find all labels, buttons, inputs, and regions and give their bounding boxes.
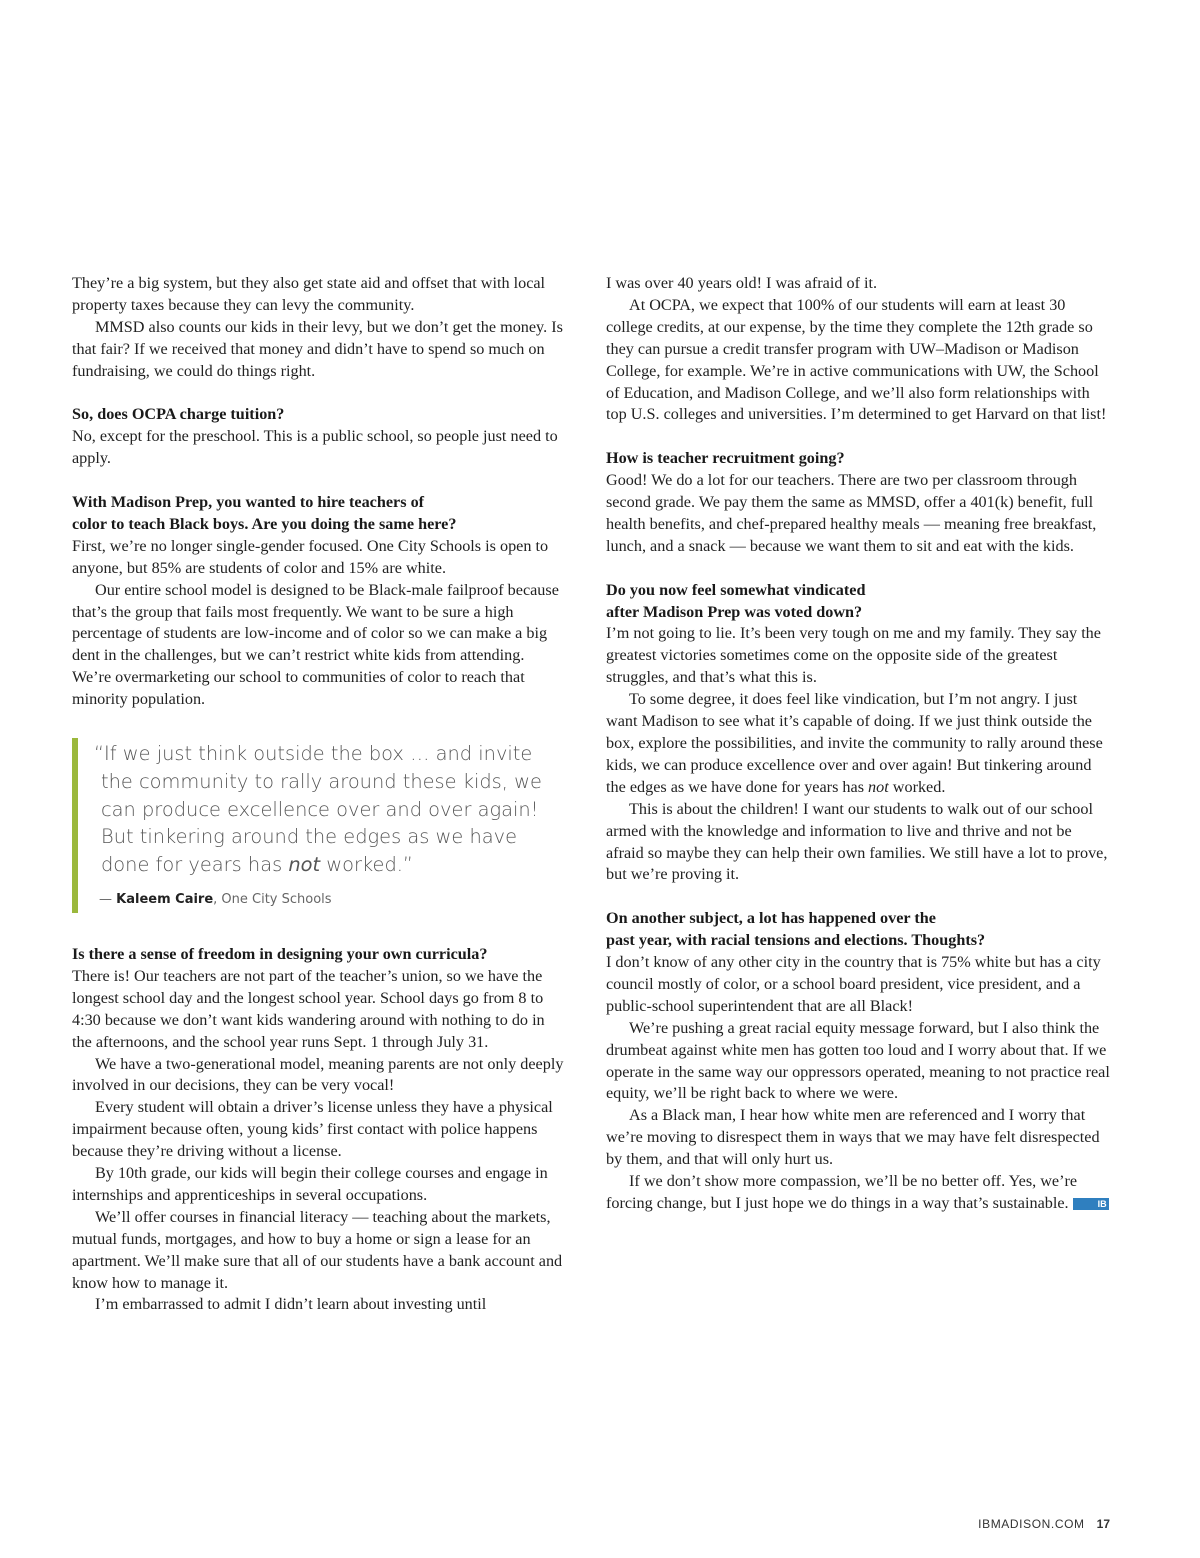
paragraph: As a Black man, I hear how white men are referenced and I worry that we’re moving to disrespect them in ways that we may have felt disrespected by them, and that will only hurt us. [606,1106,1100,1169]
question-heading [72,492,564,536]
pull-quote [72,738,564,913]
paragraph: To some degree, it does feel like vindication, but I’m not angry. I just want Madison to see what it’s capable of doing. If we just think outside the box, explore the possibilities, and invite the community to rally around these kids, we can produce excellence over and over again! But tinkering around the edges as we have done for years has not worked. [606,690,1103,796]
right-column [606,273,1112,1215]
heading-line: On another subject, a lot has happened over the [606,909,936,928]
paragraph: No, except for the preschool. This is a public school, so people just need to apply. [72,427,558,468]
paragraph: This is about the children! I want our students to walk out of our school armed with the knowledge and information to live and thrive and not be afraid so maybe they can help their own families. We still have a lot to prove, but we’re proving it. [606,799,1108,884]
paragraph: There is! Our teachers are not part of the teacher’s union, so we have the longest school day and the longest school year. School days go from 8 to 4:30 because we don’t want kids wandering around with nothing to do in the afternoons, and the school year runs Sept. 1 through July 31. [72,966,545,1051]
paragraph: If we don’t show more compassion, we’ll be no better off. Yes, we’re forcing change, but I just hope we do things in a way that’s sustainable. IB [606,1172,1107,1213]
paragraph: I don’t know of any other city in the country that is 75% white but has a city council mostly of color, or a school board president, vice president, and a public-school superintendent that are all Black! [606,953,1101,1015]
paragraph: I was over 40 years old! I was afraid of it. [606,274,878,292]
page-footer [978,1517,1110,1531]
page-number: 17 [1096,1517,1110,1531]
paragraph: We’ll offer courses in financial literacy — teaching about the markets, mutual funds, mortgages, and how to buy a home or sign a lease for an apartment. We’ll make sure that all of our students have a bank account and know how to manage it. [72,1207,563,1292]
paragraph: Our entire school model is designed to be Black-male failproof because that’s the group that fails most frequently. We want to be sure a high percentage of students are low-income and of color so we can make a big dent in the challenges, but we can’t restrict white kids from attending. We’re overmarketing our school to communities of color to reach that minority population. [72,580,559,709]
paragraph: We’re pushing a great racial equity message forward, but I also think the drumbeat against white men has gotten too loud and I worry about that. If we operate in the same way our oppressors operated, meaning to not practice real equity, we’ll be right back to where we were. [606,1018,1110,1103]
heading-line: With Madison Prep, you wanted to hire teachers of [72,493,425,512]
paragraph: First, we’re no longer single-gender focused. One City Schools is open to anyone, but 85% are students of color and 15% are white. [72,536,549,577]
heading-line: color to teach Black boys. Are you doing the same here? [72,514,457,533]
pull-quote-text: “If we just think outside the box … and invite the community to rally around these kids, we can produce excellence over and over again! But tinkering around the edges as we have done for years has not worked.” [94,742,542,877]
heading-line: past year, with racial tensions and elections. Thoughts? [606,931,986,950]
paragraph: By 10th grade, our kids will begin their college courses and engage in internships and apprenticeships in several occupations. [72,1164,548,1204]
question-heading: Is there a sense of freedom in designing your own curricula? [72,944,488,963]
left-column [72,273,564,1316]
heading-line: after Madison Prep was voted down? [606,602,863,621]
ib-end-mark-icon: IB [1073,1198,1109,1210]
question-heading [606,580,1112,624]
paragraph: MMSD also counts our kids in their levy, but we don’t get the money. Is that fair? If we received that money and didn’t have to spend so much on fundraising, we could do things right. [72,317,563,380]
paragraph: We have a two-generational model, meaning parents are not only deeply involved in our decisions, they can be very vocal! [72,1054,564,1095]
question-heading: How is teacher recruitment going? [606,449,845,468]
question-heading: So, does OCPA charge tuition? [72,405,285,424]
paragraph: Every student will obtain a driver’s license unless they have a physical impairment because often, young kids’ first contact with police happens because they’re driving without a license. [72,1098,553,1161]
paragraph: I’m embarrassed to admit I didn’t learn about investing until [95,1295,487,1314]
heading-line: Do you now feel somewhat vindicated [606,580,866,599]
paragraph: At OCPA, we expect that 100% of our students will earn at least 30 college credits, at our expense, by the time they complete the 12th grade so they can pursue a credit transfer program with UW–Madison or Madison College, for example. We’re in active communications with UW, the School of Education, and Madison College, and we’ll also form relationships with top U.S. colleges and universities. I’m determined to get Harvard on that list! [606,295,1107,424]
pull-quote-attribution: — Kaleem Caire, One City Schools [99,892,332,908]
question-heading [606,908,1112,952]
paragraph: Good! We do a lot for our teachers. There are two per classroom through second grade. We pay them the same as MMSD, offer a 401(k) benefit, full health benefits, and chef-prepared healthy meals — meaning free breakfast, lunch, and a snack — because we want them to sit and eat with the kids. [606,471,1097,555]
paragraph: They’re a big system, but they also get state aid and offset that with local property taxes because they can levy the community. [72,274,546,314]
quote-author: Kaleem Caire [116,892,214,908]
paragraph: I’m not going to lie. It’s been very tough on me and my family. They say the greatest victories sometimes come on the opposite side of the greatest struggles, and that’s what this is. [606,624,1101,687]
footer-site: IBMADISON.COM [978,1517,1085,1531]
